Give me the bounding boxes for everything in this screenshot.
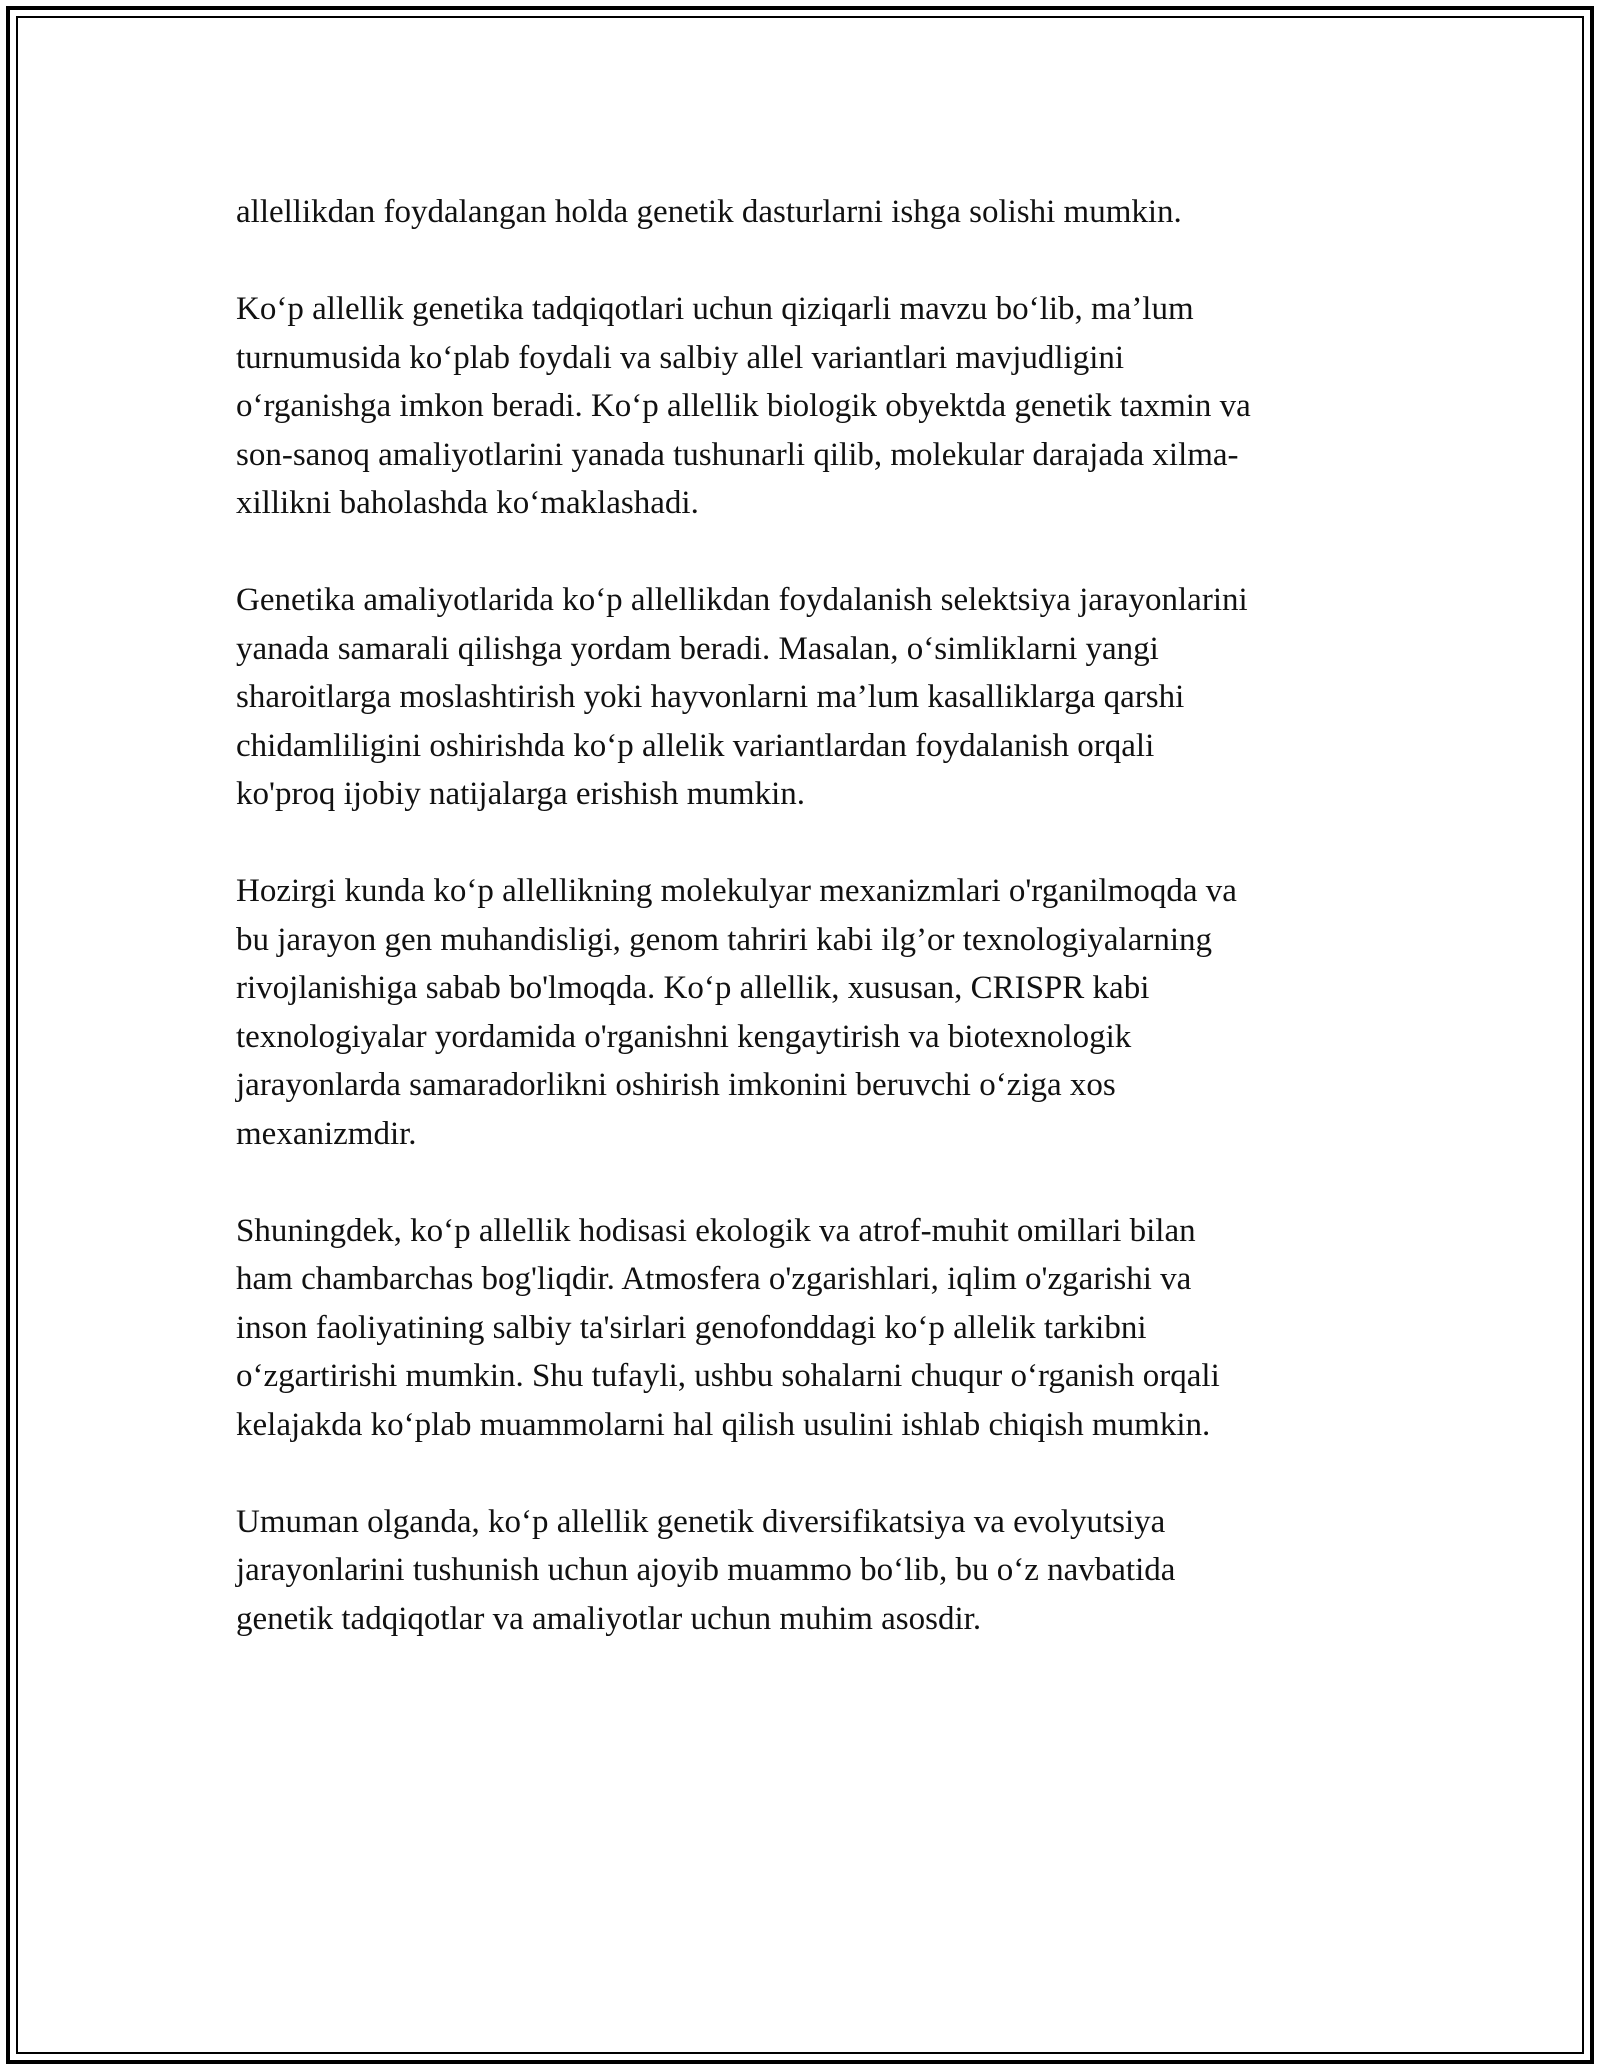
paragraph-4: Hozirgi kunda ko‘p allellikning molekulyar mexanizmlari o'rganilmoqda va bu jarayon gen muhandisligi, genom tahriri kabi ilg’or texnologiyalarning rivojlanishiga sabab bo'lmoqda. Ko‘p allellik, xususan, CRISPR kabi texnologiyalar yordamida o'rganishni kengaytirish va biotexnologik jarayonlarda samaradorlikni oshirish imkonini beruvchi o‘ziga xos mexanizmdir.: [236, 873, 1237, 1152]
paragraph-5: Shuningdek, ko‘p allellik hodisasi ekologik va atrof-muhit omillari bilan ham chambarchas bog'liqdir. Atmosfera o'zgarishlari, iqlim o'zgarishi va inson faoliyatining salbiy ta'sirlari genofonddagi ko‘p allelik tarkibni o‘zgartirishi mumkin. Shu tufayli, ushbu sohalarni chuqur o‘rganish orqali kelajakda ko‘plab muammolarni hal qilish usulini ishlab chiqish mumkin.: [236, 1212, 1220, 1443]
paragraph-1: allellikdan foydalangan holda genetik dasturlarni ishga solishi mumkin.: [236, 194, 1182, 230]
paragraph-6: Umuman olganda, ko‘p allellik genetik diversifikatsiya va evolyutsiya jarayonlarini tushunish uchun ajoyib muammo bo‘lib, bu o‘z navbatida genetik tadqiqotlar va amaliyotlar uchun muhim asosdir.: [236, 1503, 1176, 1637]
paragraph-3: Genetika amaliyotlarida ko‘p allellikdan foydalanish selektsiya jarayonlarini yanada samarali qilishga yordam beradi. Masalan, o‘simliklarni yangi sharoitlarga moslashtirish yoki hayvonlarni ma’lum kasalliklarga qarshi chidamliligini oshirishda ko‘p allelik variantlardan foydalanish orqali ko'proq ijobiy natijalarga erishish mumkin.: [236, 582, 1248, 812]
document-body: [236, 188, 1376, 1692]
paragraph-2: Ko‘p allellik genetika tadqiqotlari uchun qiziqarli mavzu bo‘lib, ma’lum turnumusida ko‘plab foydali va salbiy allel variantlari mavjudligini o‘rganishga imkon beradi. Ko‘p allellik biologik obyektda genetik taxmin va son-sanoq amaliyotlarini yanada tushunarli qilib, molekular darajada xilma- xillikni baholashda ko‘maklashadi.: [236, 291, 1251, 521]
